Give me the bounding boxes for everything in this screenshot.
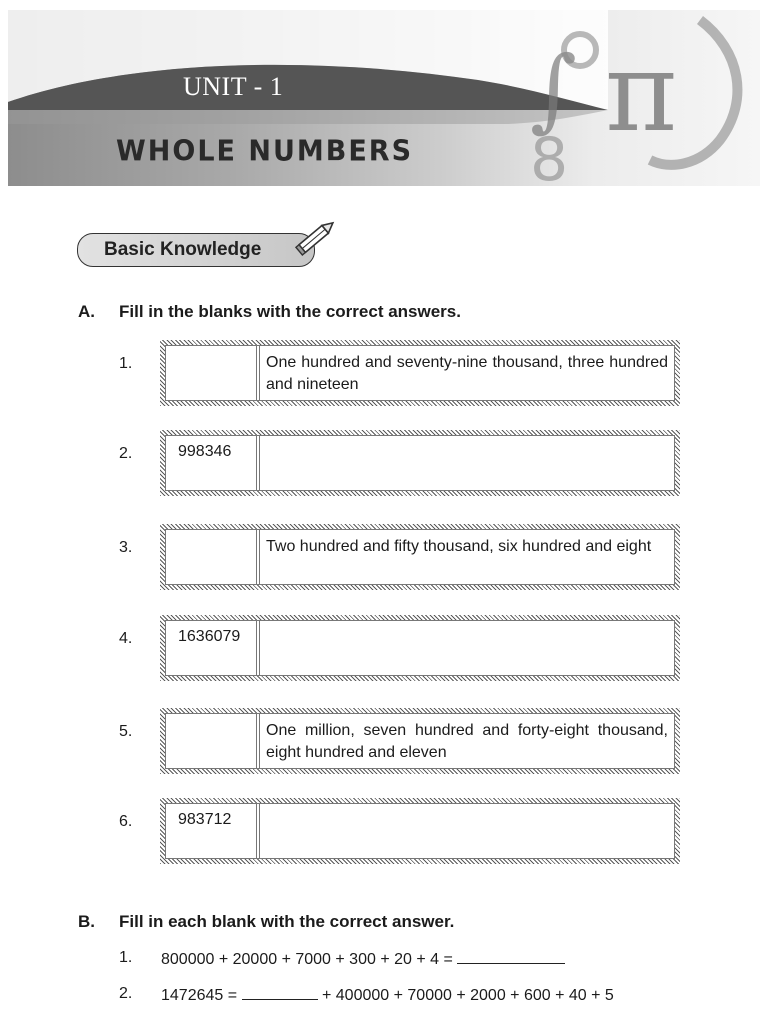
numeral-text: 998346: [178, 443, 232, 460]
number-words-cell[interactable]: Two hundred and fifty thousand, six hundred and eight: [266, 538, 652, 555]
svg-text:∫: ∫: [530, 37, 577, 142]
numeral-cell[interactable]: [166, 804, 260, 858]
box-inner: [165, 529, 675, 585]
answer-box: [160, 708, 680, 774]
numeral-text: 983712: [178, 811, 232, 828]
numeral-cell[interactable]: [166, 621, 260, 675]
answer-box: [160, 524, 680, 590]
box-inner: [165, 713, 675, 769]
part-b-letter: B.: [78, 912, 95, 931]
numeral-cell[interactable]: [166, 530, 260, 584]
part-b-expression: [161, 949, 565, 969]
answer-blank[interactable]: [457, 949, 565, 964]
expression-text: 800000 + 20000 + 7000 + 300 + 20 + 4 =: [161, 951, 458, 968]
numeral-cell[interactable]: [166, 436, 260, 490]
answer-blank[interactable]: [242, 985, 318, 1000]
box-inner: [165, 435, 675, 491]
box-inner: [165, 620, 675, 676]
answer-box: [160, 340, 680, 406]
number-words-cell[interactable]: One million, seven hundred and forty-eight thousand, eight hundred and eleven: [266, 722, 668, 761]
part-b-expression: [161, 985, 614, 1005]
section-label-text: Basic Knowledge: [104, 239, 262, 260]
part-b-heading: Fill in each blank with the correct answer.: [119, 912, 455, 931]
svg-text:8: 8: [530, 125, 569, 186]
part-b-item-number: 1.: [119, 949, 133, 966]
part-a-letter: A.: [78, 302, 95, 321]
numeral-cell[interactable]: [166, 346, 260, 400]
expression-text: 1472645 =: [161, 987, 242, 1004]
chapter-title: WHOLE NUMBERS: [116, 135, 414, 168]
numeral-cell[interactable]: [166, 714, 260, 768]
part-a-item-number: 1.: [119, 355, 133, 372]
section-label: [77, 233, 315, 267]
svg-text:π: π: [605, 28, 678, 156]
part-a-item-number: 2.: [119, 445, 133, 462]
part-a-item-number: 6.: [119, 813, 133, 830]
math-symbols-decoration: [510, 10, 760, 186]
box-inner: [165, 345, 675, 401]
unit-banner: [8, 10, 760, 186]
expression-text: + 400000 + 70000 + 2000 + 600 + 40 + 5: [317, 987, 614, 1004]
part-a-item-number: 3.: [119, 539, 133, 556]
numeral-text: 1636079: [178, 628, 241, 645]
part-b-item-number: 2.: [119, 985, 133, 1002]
answer-box: [160, 798, 680, 864]
box-inner: [165, 803, 675, 859]
part-a-item-number: 5.: [119, 723, 133, 740]
answer-box: [160, 615, 680, 681]
number-words-cell[interactable]: One hundred and seventy-nine thousand, three hundred and nineteen: [266, 354, 668, 393]
unit-label: UNIT - 1: [183, 72, 284, 101]
part-a-heading: Fill in the blanks with the correct answers.: [119, 302, 461, 321]
part-a-item-number: 4.: [119, 630, 133, 647]
pencil-icon: [292, 213, 340, 261]
answer-box: [160, 430, 680, 496]
